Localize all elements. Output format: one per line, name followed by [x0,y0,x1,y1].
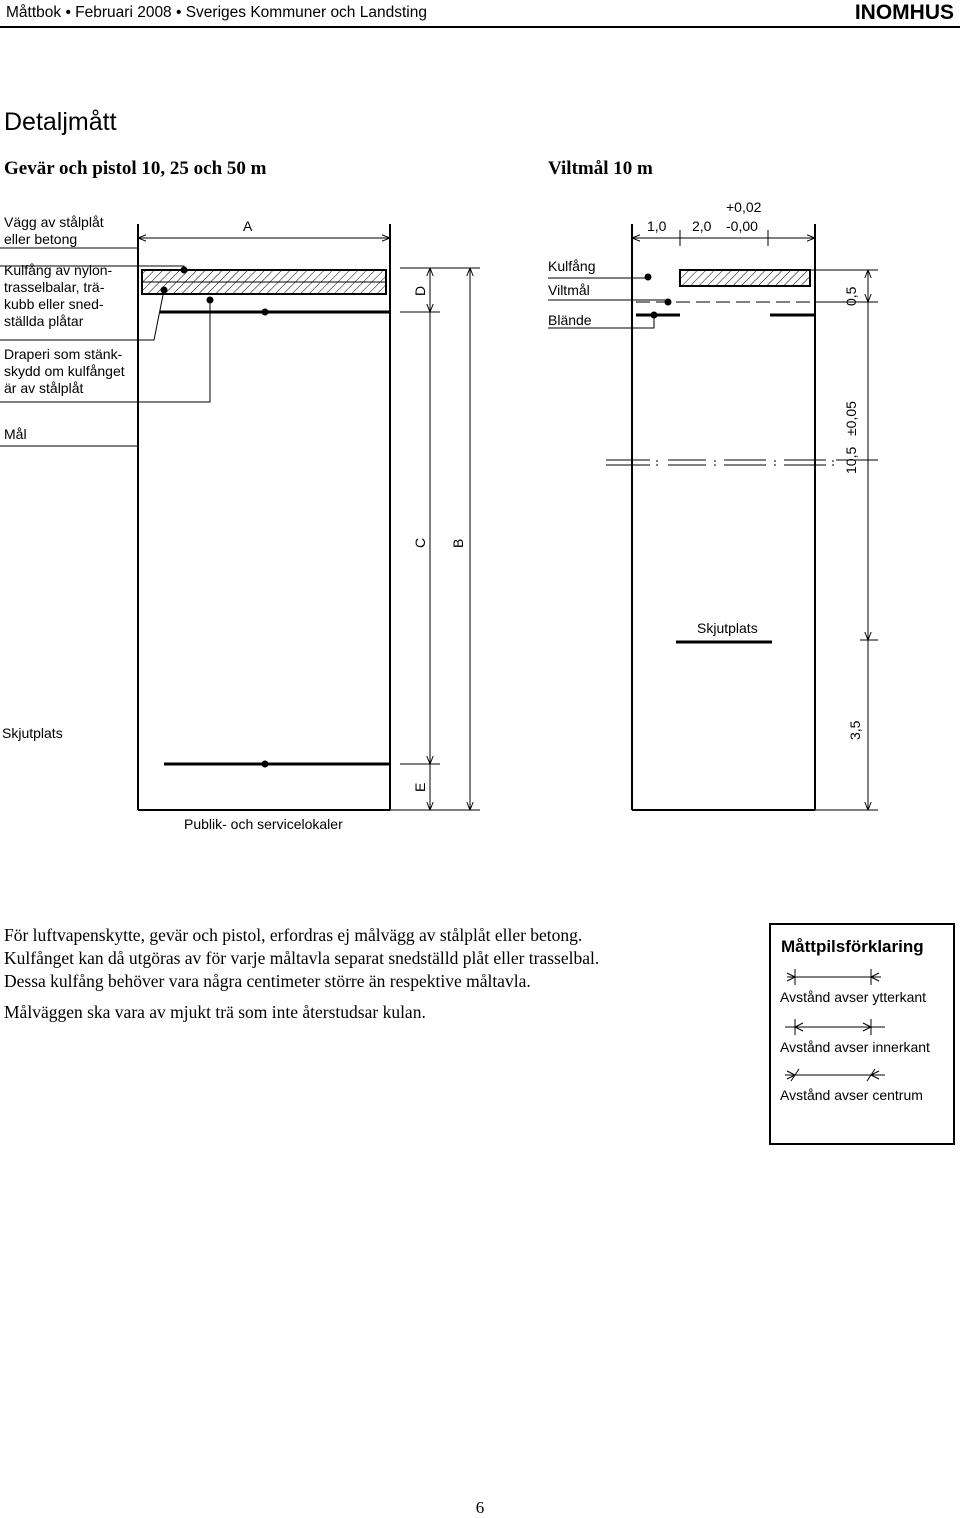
body-paragraph: För luftvapenskytte, gevär och pistol, erfordras ej målvägg av stålplåt eller betong. [4,925,583,945]
body-paragraph: Dessa kulfång behöver vara några centimeter större än respektive måltavla. [4,971,531,991]
dim-2-0: 2,0 [692,218,712,234]
dim-3-5: 3,5 [847,720,863,740]
legend-item-inner: Avstånd avser innerkant [780,1039,930,1055]
center-arrow-icon [781,1067,891,1083]
dim-d: D [412,285,428,296]
header-section: INOMHUS [854,1,954,24]
label-drapery: Draperi som stänk- skydd om kulfånget är av stålplåt [4,346,125,396]
dim-tol-minus: -0,00 [726,218,758,234]
right-range-diagram [548,224,878,810]
label-bullet-trap: Kulfång av nylon- trasselbalar, trä- kubb eller sned- ställda plåtar [4,262,113,329]
legend-title: Måttpilsförklaring [781,937,924,956]
right-section-heading: Viltmål 10 m [548,158,653,179]
dim-c: C [412,537,428,548]
page-number: 6 [475,1498,485,1517]
legend-item-center: Avstånd avser centrum [780,1087,923,1103]
label-trap-right: Kulfång [548,258,596,274]
right-bullet-trap [680,270,810,286]
label-blind: Blände [548,312,592,328]
dim-0-5: 0,5 [843,286,859,306]
body-paragraph: Kulfånget kan då utgöras av för varje måltavla separat snedställd plåt eller trasselbal. [4,948,600,968]
label-public-areas: Publik- och servicelokaler [184,816,343,832]
outer-edge-arrow-icon [781,969,891,985]
dim-1-0: 1,0 [647,218,667,234]
label-shooting-right: Skjutplats [697,620,758,636]
header-publication: Måttbok • Februari 2008 • Sveriges Kommuner och Landsting [6,4,427,21]
dim-10-5: 10,5 [843,446,859,474]
label-wall: Vägg av stålplåt eller betong [4,214,104,247]
dim-10-5-tol: ±0,05 [843,401,859,436]
dim-a: A [243,218,253,234]
body-paragraph: Målväggen ska vara av mjukt trä som inte återstudsar kulan. [4,1002,426,1022]
page-title: Detaljmått [4,108,117,136]
dim-b: B [450,538,466,548]
dim-tol-plus: +0,02 [726,199,762,215]
label-game-target: Viltmål [548,282,590,298]
label-target: Mål [4,426,27,442]
legend-item-outer: Avstånd avser ytterkant [780,989,927,1005]
inner-edge-arrow-icon [781,1019,891,1035]
dimension-legend [769,923,955,1145]
label-shooting-left: Skjutplats [2,725,63,741]
body-text [4,924,754,1024]
left-section-heading: Gevär och pistol 10, 25 och 50 m [4,158,267,179]
dim-e: E [412,782,428,792]
